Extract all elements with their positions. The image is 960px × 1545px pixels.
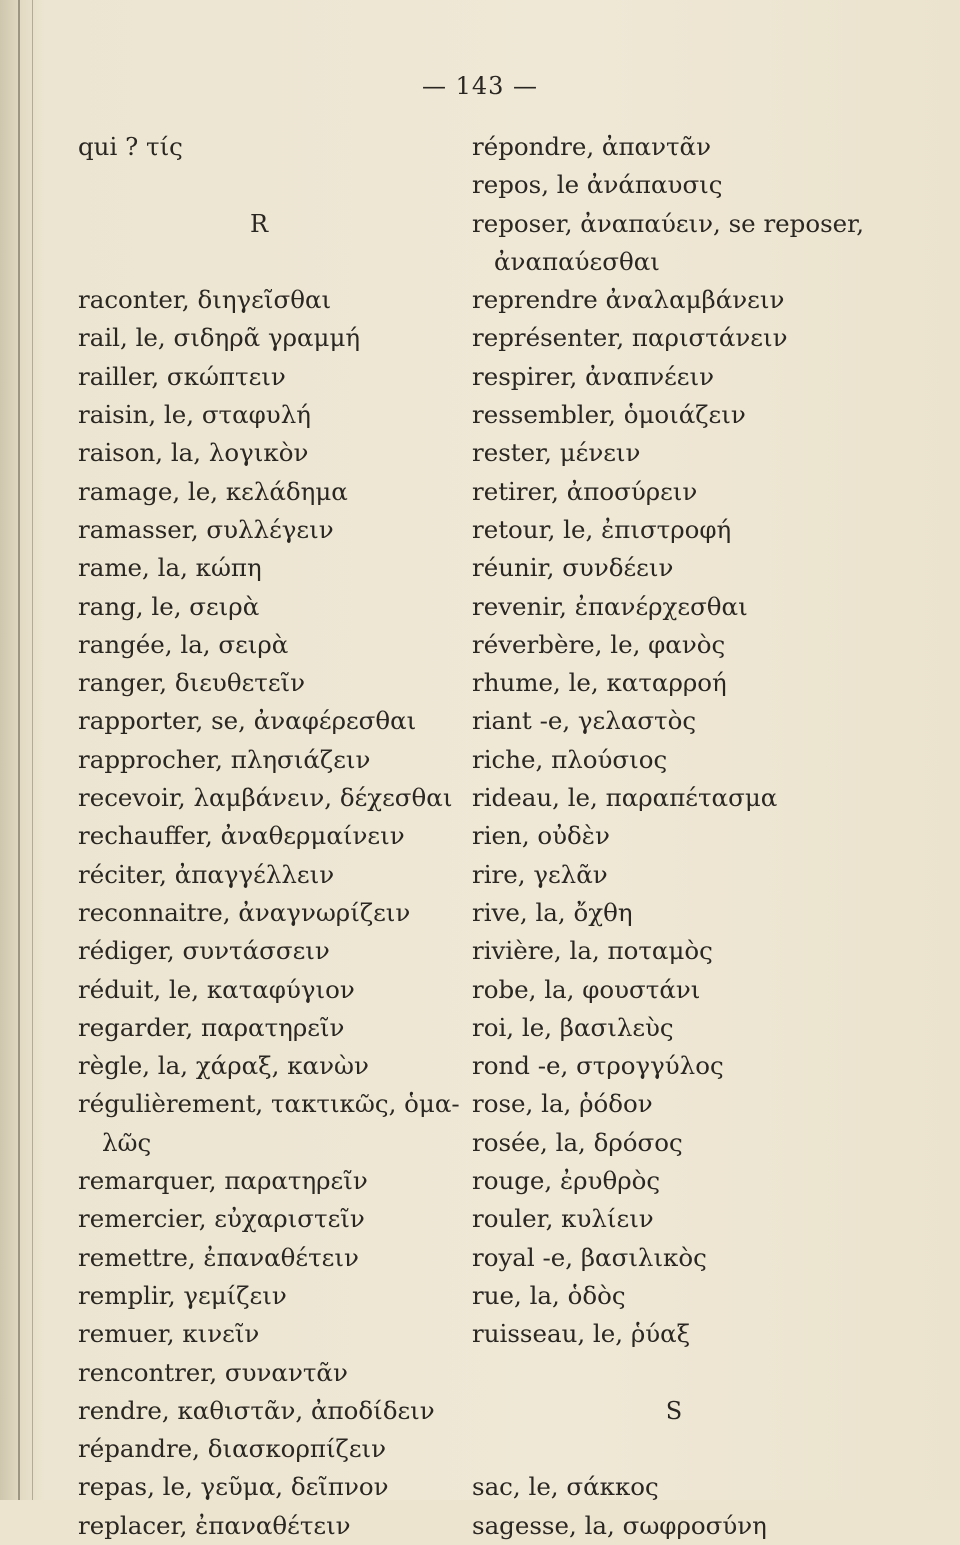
dictionary-entry: répandre, διασκορπίζειν [78,1434,387,1464]
dictionary-entry: railler, σκώπτειν [78,361,286,391]
dictionary-entry: rosée, la, δρόσος [472,1127,683,1157]
dictionary-entry: roi, le, βασιλεὺς [472,1012,674,1042]
dictionary-entry: rouge, ἐρυθρὸς [472,1166,661,1196]
dictionary-entry: rhume, le, καταρροή [472,668,727,698]
dictionary-entry: réduit, le, καταφύγιον [78,974,355,1004]
dictionary-entry: reposer, ἀναπαύειν, se reposer, [472,208,864,238]
dictionary-entry: regarder, παρατηρεῖν [78,1012,345,1042]
dictionary-entry: retirer, ἀποσύρειν [472,476,698,506]
dictionary-entry: raisin, le, σταφυλή [78,400,311,430]
dictionary-entry: reconnaitre, ἀναγνωρίζειν [78,897,411,927]
dictionary-entry: rond -e, στρογγύλος [472,1051,724,1081]
dictionary-entry: rangée, la, σειρὰ [78,629,289,659]
section-letter: S [665,1396,683,1425]
page-number: — 143 — [421,72,539,100]
spacer [472,1354,942,1392]
dictionary-entry: sagesse, la, σωφροσύνη [472,1510,767,1540]
dictionary-entry: robe, la, φουστάνι [472,974,701,1004]
dictionary-entry: remplir, γεμίζειν [78,1280,287,1310]
dictionary-entry: rame, la, κώπη [78,553,262,583]
dictionary-entry: ramasser, συλλέγειν [78,514,334,544]
entry-continuation: ἀναπαύεσθαι [494,246,660,276]
dictionary-entry: répondre, ἀπαντᾶν [472,132,711,161]
dictionary-entry: riche, πλούσιος [472,744,668,774]
spacer [78,243,478,281]
spacer [78,166,478,204]
dictionary-entry: reprendre ἀναλαμβάνειν [472,285,785,315]
dictionary-entry: rue, la, ὁδὸς [472,1280,626,1310]
dictionary-entry: ruisseau, le, ῥύαξ [472,1319,691,1349]
dictionary-entry: rouler, κυλίειν [472,1204,654,1234]
dictionary-entry: rendre, καθιστᾶν, ἀποδίδειν [78,1395,435,1425]
dictionary-entry: ranger, διευθετεῖν [78,668,306,698]
dictionary-entry: rail, le, σιδηρᾶ γραμμή [78,323,361,353]
dictionary-entry: raconter, διηγεῖσθαι [78,285,332,315]
dictionary-entry: ressembler, ὁμοιάζειν [472,400,746,430]
dictionary-entry: rédiger, συντάσσειν [78,936,330,966]
binding-edge [18,0,20,1500]
dictionary-entry: rire, γελᾶν [472,859,608,889]
dictionary-entry: remuer, κινεῖν [78,1319,260,1349]
dictionary-entry: ramage, le, κελάδημα [78,476,348,506]
dictionary-entry: rencontrer, συναντᾶν [78,1357,348,1387]
entry-continuation: λῶς [102,1127,152,1157]
dictionary-entry: réunir, συνδέειν [472,553,674,583]
dictionary-entry: rive, la, ὄχθη [472,897,633,927]
dictionary-entry: rapporter, se, ἀναφέρεσθαι [78,706,417,736]
dictionary-entry: régulièrement, τακτικῶς, ὁμα- [78,1089,460,1119]
dictionary-entry: rivière, la, ποταμὸς [472,936,713,966]
dictionary-entry: rang, le, σειρὰ [78,591,260,621]
dictionary-entry: rideau, le, παραπέτασμα [472,783,778,813]
dictionary-entry: rester, μένειν [472,438,641,468]
dictionary-entry: retour, le, ἐπιστροφή [472,514,732,544]
dictionary-entry: royal -e, βασιλικὸς [472,1242,707,1272]
dictionary-entry: rechauffer, ἀναθερμαίνειν [78,821,405,851]
left-column [78,128,478,1545]
dictionary-entry: replacer, ἐπαναθέτειν [78,1510,351,1540]
dictionary-entry: remettre, ἐπαναθέτειν [78,1242,359,1272]
dictionary-entry: réverbère, le, φανὸς [472,629,726,659]
dictionary-entry: sac, le, σάκκος [472,1472,659,1502]
right-column [472,128,942,1545]
dictionary-entry: réciter, ἀπαγγέλλειν [78,859,335,889]
dictionary-entry: raison, la, λογικὸν [78,438,309,468]
dictionary-entry: repas, le, γεῦμα, δεῖπνον [78,1472,389,1502]
dictionary-entry: rose, la, ῥόδον [472,1089,653,1119]
dictionary-entry: remercier, εὐχαριστεῖν [78,1204,365,1234]
dictionary-entry: rien, οὐδὲν [472,821,610,851]
dictionary-entry: représenter, παριστάνειν [472,323,788,353]
binding-edge-inner [32,0,33,1500]
dictionary-entry: repos, le ἀνάπαυσις [472,170,723,200]
dictionary-entry: recevoir, λαμβάνειν, δέχεσθαι [78,783,453,813]
dictionary-entry: rapprocher, πλησιάζειν [78,744,371,774]
dictionary-entry: riant -e, γελαστὸς [472,706,697,736]
dictionary-entry: respirer, ἀναπνέειν [472,361,714,391]
section-letter: R [249,209,269,238]
spacer [472,1430,942,1468]
dictionary-entry: remarquer, παρατηρεῖν [78,1166,368,1196]
dictionary-entry: revenir, ἐπανέρχεσθαι [472,591,748,621]
dictionary-entry: qui ? τίς [78,132,183,161]
dictionary-entry: règle, la, χάραξ, κανὼν [78,1051,369,1081]
